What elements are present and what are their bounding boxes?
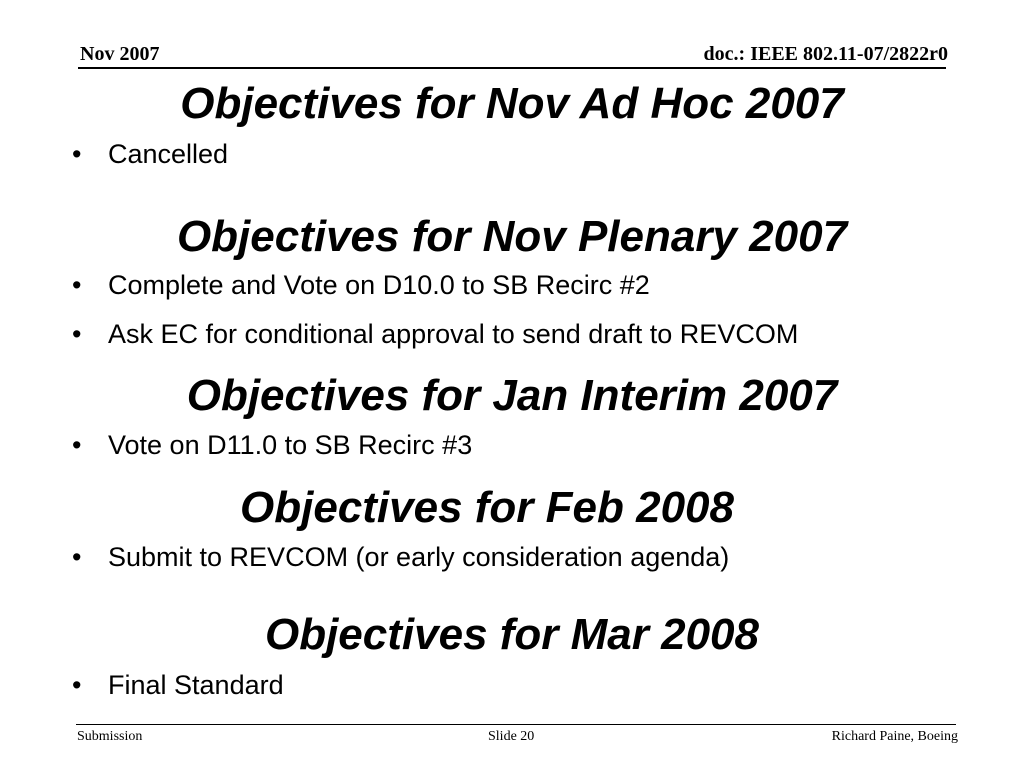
footer-slide-number: Slide 20 bbox=[488, 729, 535, 744]
bullet-text: Submit to REVCOM (or early consideration agenda) bbox=[108, 542, 730, 572]
section-heading-nov-adhoc: Objectives for Nov Ad Hoc 2007 bbox=[180, 79, 844, 128]
bullet-item bbox=[72, 138, 228, 170]
bullet-text: Complete and Vote on D10.0 to SB Recirc #2 bbox=[108, 270, 650, 300]
section-heading-jan-interim: Objectives for Jan Interim 2007 bbox=[186, 371, 838, 420]
bullet-item bbox=[72, 429, 472, 461]
bullet-text: Vote on D11.0 to SB Recirc #3 bbox=[108, 430, 473, 460]
footer-author: Richard Paine, Boeing bbox=[831, 729, 958, 744]
footer-submission: Submission bbox=[77, 729, 143, 744]
bullet-dot: • bbox=[72, 319, 82, 349]
bullet-dot: • bbox=[72, 542, 82, 572]
bullet-item bbox=[72, 318, 798, 350]
section-heading-mar: Objectives for Mar 2008 bbox=[264, 610, 759, 659]
bullet-dot: • bbox=[72, 139, 82, 169]
section-heading-nov-plenary: Objectives for Nov Plenary 2007 bbox=[176, 212, 848, 261]
bullet-item bbox=[72, 269, 650, 301]
bullet-text: Final Standard bbox=[108, 670, 284, 700]
footer-divider bbox=[76, 724, 956, 725]
bullet-dot: • bbox=[72, 670, 82, 700]
bullet-text: Ask EC for conditional approval to send draft to REVCOM bbox=[108, 319, 799, 349]
section-heading-feb: Objectives for Feb 2008 bbox=[240, 483, 734, 532]
header-date: Nov 2007 bbox=[80, 43, 160, 65]
bullet-item bbox=[72, 669, 284, 701]
bullet-dot: • bbox=[72, 430, 82, 460]
bullet-item bbox=[72, 541, 729, 573]
header-divider bbox=[78, 67, 946, 69]
header-doc-id: doc.: IEEE 802.11-07/2822r0 bbox=[703, 43, 948, 65]
bullet-text: Cancelled bbox=[108, 139, 229, 169]
bullet-dot: • bbox=[72, 270, 82, 300]
